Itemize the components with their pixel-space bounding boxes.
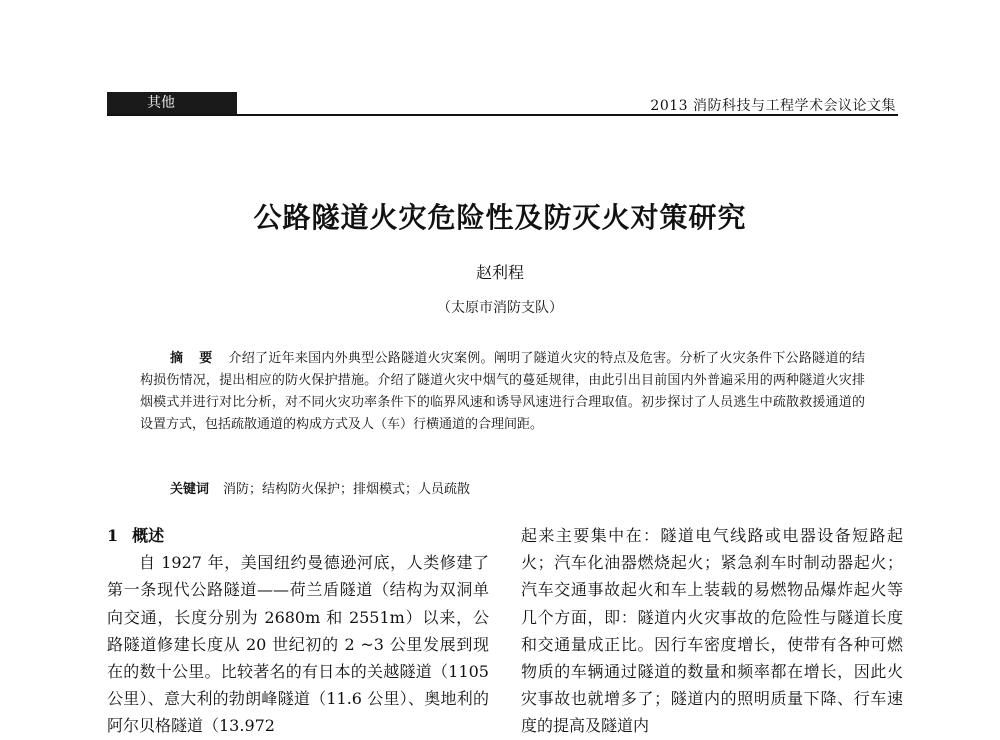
section-heading xyxy=(107,522,489,549)
section-number: 1 xyxy=(107,526,119,545)
keywords-text: 消防；结构防火保护；排烟模式；人员疏散 xyxy=(223,482,471,497)
abstract xyxy=(140,348,865,436)
right-column-text: 起来主要集中在：隧道电气线路或电器设备短路起火；汽车化油器燃烧起火；紧急刹车时制动器起火；汽车交通事故起火和车上装载的易燃物品爆炸起火等几个方面，即：隧道内火灾事故的危险性与隧道长度和交通量成正比。因行车密度增长，使带有各种可燃物质的车辆通过隧道的数量和频率都在增长，因此火灾事故也就增多了；隧道内的照明质量下降、行车速度的提高及隧道内 xyxy=(521,526,903,736)
paper-title: 公路隧道火灾危险性及防灭火对策研究 xyxy=(253,201,747,234)
section-title: 概述 xyxy=(132,526,165,545)
right-column xyxy=(521,522,903,740)
left-column-text: 自 1927 年，美国纽约曼德逊河底，人类修建了第一条现代公路隧道——荷兰盾隧道（结构为双洞单向交通，长度分别为 2680m 和 2551m）以来，公路隧道修建长度从 20 世纪初的 2 ~3 公里发展到现在的数十公里。比较著名的有日本的关越隧道（1105 公里）、意大利的勃朗峰隧道（11.6 公里）、奥地利的阿尔贝格隧道（13.972 xyxy=(107,553,489,736)
section-tag: 其他 xyxy=(107,92,237,114)
keywords xyxy=(170,478,470,497)
abstract-label: 摘要 xyxy=(170,351,229,366)
affiliation: （太原市消防支队） xyxy=(437,300,563,316)
left-column xyxy=(107,522,489,740)
keywords-label: 关键词 xyxy=(170,482,210,497)
abstract-text: 介绍了近年来国内外典型公路隧道火灾案例。阐明了隧道火灾的特点及危害。分析了火灾条件下公路隧道的结构损伤情况，提出相应的防火保护措施。介绍了隧道火灾中烟气的蔓延规律，由此引出目前国内外普遍采用的两种隧道火灾排烟模式并进行对比分析，对不同火灾功率条件下的临界风速和诱导风速进行合理取值。初步探讨了人员逃生中疏散救援通道的设置方式，包括疏散通道的构成方式及人（车）行横通道的合理间距。 xyxy=(140,351,865,432)
proceedings-title: 2013 消防科技与工程学术会议论文集 xyxy=(650,98,896,114)
author: 赵利程 xyxy=(475,263,524,282)
header-rule xyxy=(107,114,898,116)
